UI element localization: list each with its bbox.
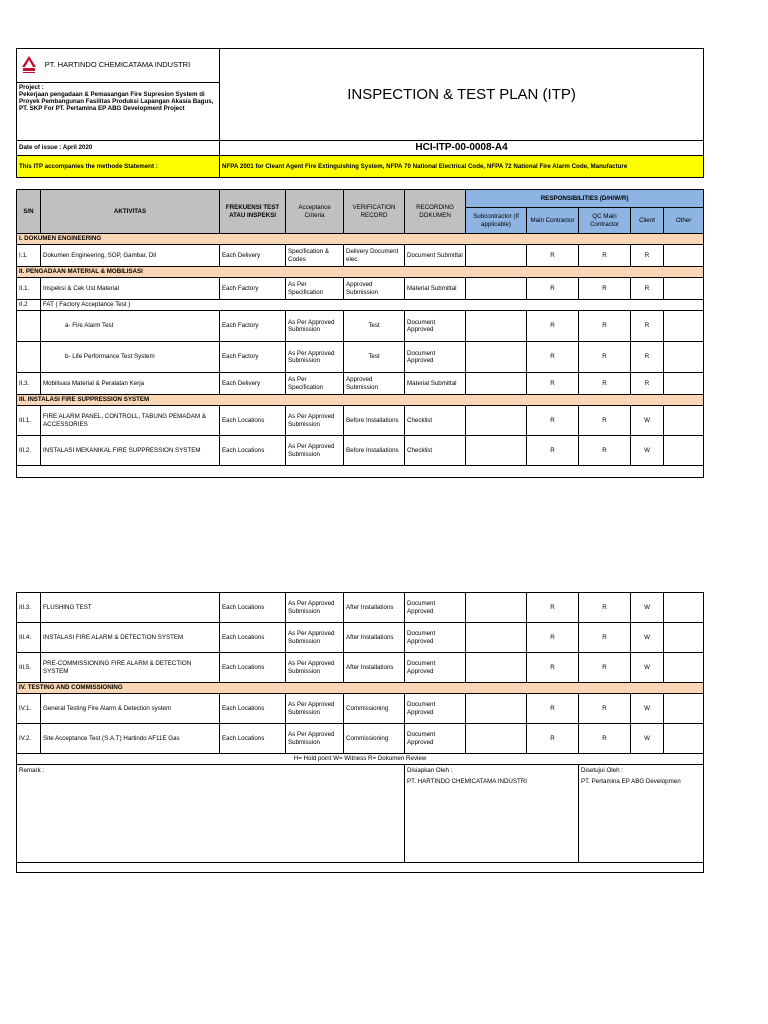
cell-verification: After Installations — [344, 593, 405, 623]
cell-verification: After Installations — [344, 653, 405, 683]
cell-other — [664, 623, 704, 653]
cell-qc: R — [579, 724, 631, 754]
cell-qc: R — [579, 373, 631, 395]
cell-activity: INSTALASI MEKANIKAL FIRE SUPPRESSION SYSTEM — [41, 436, 220, 466]
col-activity: AKTIVITAS — [41, 190, 220, 234]
cell-activity: FAT ( Factory Acceptance Test ) — [41, 300, 704, 311]
cell-qc: R — [579, 342, 631, 373]
cell-client: W — [631, 593, 664, 623]
cell-recording: Document Submittal — [405, 245, 466, 267]
cell-main-contractor: R — [527, 593, 579, 623]
cell-acceptance: As Per Approved Submission — [286, 342, 344, 373]
table-row — [17, 373, 704, 395]
cell-subcontractor — [466, 694, 527, 724]
cell-main-contractor: R — [527, 724, 579, 754]
itp-table — [16, 48, 704, 873]
cell-qc: R — [579, 311, 631, 342]
project-cell — [17, 83, 220, 141]
cell-sn: III.5. — [17, 653, 41, 683]
cell-acceptance: As Per Specification — [286, 278, 344, 300]
cell-sn: II.3. — [17, 373, 41, 395]
cell-subcontractor — [466, 436, 527, 466]
table-row — [17, 593, 704, 623]
col-acceptance: Acceptance Criteria — [286, 190, 344, 234]
cell-other — [664, 694, 704, 724]
cell-sn: III.2. — [17, 436, 41, 466]
cell-qc: R — [579, 406, 631, 436]
col-main-contractor: Main Contractor — [527, 208, 579, 234]
cell-activity: General Testing Fire Alarm & Detection system — [41, 694, 220, 724]
table-row — [17, 342, 704, 373]
approved-by: PT. Pertamina EP ABG Developmen — [579, 777, 704, 863]
cell-client: W — [631, 436, 664, 466]
table-row — [17, 311, 704, 342]
document-title: INSPECTION & TEST PLAN (ITP) — [220, 49, 704, 141]
company-logo-icon — [19, 53, 39, 77]
cell-acceptance: As Per Approved Submission — [286, 653, 344, 683]
cell-recording: Material Submittal — [405, 278, 466, 300]
method-statement-label: This ITP accompanies the methode Statement : — [17, 156, 220, 178]
page-break — [17, 478, 704, 593]
col-responsibilities: RESPONSIBILITIES (D/H/W/R) — [466, 190, 704, 208]
cell-qc: R — [579, 653, 631, 683]
table-row — [17, 694, 704, 724]
cell-client: W — [631, 724, 664, 754]
table-row — [17, 623, 704, 653]
cell-frequency: Each Factory — [220, 278, 286, 300]
cell-main-contractor: R — [527, 342, 579, 373]
cell-activity: FIRE ALARM PANEL, CONTROLL, TABUNG PEMADAM & ACCESSORIES — [41, 406, 220, 436]
cell-subcontractor — [466, 724, 527, 754]
cell-other — [664, 436, 704, 466]
cell-other — [664, 311, 704, 342]
cell-activity: Dokumen Engineering, SOP, Gambar, Dll — [41, 245, 220, 267]
cell-acceptance: As Per Approved Submission — [286, 724, 344, 754]
cell-recording: Document Approved — [405, 342, 466, 373]
cell-sn: IV.1. — [17, 694, 41, 724]
cell-verification: Delivery Document elec. — [344, 245, 405, 267]
cell-acceptance: As Per Approved Submission — [286, 406, 344, 436]
cell-qc: R — [579, 593, 631, 623]
cell-main-contractor: R — [527, 406, 579, 436]
prepared-label: Disiapkan Oleh : — [405, 765, 579, 777]
cell-qc: R — [579, 245, 631, 267]
cell-subcontractor — [466, 653, 527, 683]
cell-verification: Test — [344, 342, 405, 373]
prepared-by: PT. HARTINDO CHEMICATAMA INDUSTRI — [405, 777, 579, 863]
col-subcontractor: Subcontractor (If applicable) — [466, 208, 527, 234]
col-frequency: FREKUENSI TEST ATAU INSPEKSI — [220, 190, 286, 234]
cell-client: W — [631, 406, 664, 436]
col-sn: S/N — [17, 190, 41, 234]
cell-sn: III.4. — [17, 623, 41, 653]
cell-other — [664, 724, 704, 754]
cell-acceptance: Specification & Codes — [286, 245, 344, 267]
cell-main-contractor: R — [527, 623, 579, 653]
cell-client: R — [631, 342, 664, 373]
cell-recording: Document Approved — [405, 653, 466, 683]
cell-main-contractor: R — [527, 436, 579, 466]
cell-activity: FLUSHING TEST — [41, 593, 220, 623]
document-number: HCI-ITP-00-0008-A4 — [220, 141, 704, 156]
section-heading: IV. TESTING AND COMMISSIONING — [17, 683, 704, 694]
cell-main-contractor: R — [527, 311, 579, 342]
cell-activity: a- Fire Alarm Test — [41, 311, 220, 342]
cell-recording: Checklist — [405, 406, 466, 436]
cell-main-contractor: R — [527, 373, 579, 395]
cell-subcontractor — [466, 245, 527, 267]
cell-verification: Before Installations — [344, 436, 405, 466]
cell-other — [664, 278, 704, 300]
cell-frequency: Each Locations — [220, 694, 286, 724]
cell-recording: Checklist — [405, 436, 466, 466]
cell-frequency: Each Locations — [220, 406, 286, 436]
table-row — [17, 278, 704, 300]
table-row — [17, 406, 704, 436]
cell-frequency: Each Delivery — [220, 373, 286, 395]
cell-acceptance: As Per Approved Submission — [286, 311, 344, 342]
cell-subcontractor — [466, 373, 527, 395]
cell-client: W — [631, 694, 664, 724]
table-row — [17, 724, 704, 754]
cell-sn: II.1. — [17, 278, 41, 300]
project-text: Pekerjaan pengadaan & Pemasangan Fire Supresion System di Proyek Pembangunan Fasilitas Produksi Lapangan Akasia Bagus, PT. SKP For PT. Pertamina EP ABG Development Project — [19, 91, 214, 113]
cell-verification: Approved Submission — [344, 278, 405, 300]
cell-recording: Document Approved — [405, 623, 466, 653]
cell-frequency: Each Locations — [220, 724, 286, 754]
cell-activity: PRE-COMMISSIONING FIRE ALARM & DETECTION SYSTEM — [41, 653, 220, 683]
cell-qc: R — [579, 436, 631, 466]
cell-recording: Document Approved — [405, 593, 466, 623]
table-row — [17, 245, 704, 267]
remark-label: Remark : — [17, 765, 405, 777]
cell-other — [664, 245, 704, 267]
cell-client: R — [631, 245, 664, 267]
itp-sheet — [16, 48, 703, 873]
cell-sn: IV.2. — [17, 724, 41, 754]
cell-acceptance: As Per Approved Submission — [286, 436, 344, 466]
cell-recording: Document Approved — [405, 311, 466, 342]
cell-frequency: Each Factory — [220, 342, 286, 373]
cell-acceptance: As Per Approved Submission — [286, 623, 344, 653]
table-row — [17, 653, 704, 683]
cell-qc: R — [579, 623, 631, 653]
cell-activity: Mobilisasi Material & Peralatan Kerja — [41, 373, 220, 395]
cell-sn — [17, 311, 41, 342]
cell-client: R — [631, 311, 664, 342]
col-client: Client — [631, 208, 664, 234]
cell-subcontractor — [466, 623, 527, 653]
cell-main-contractor: R — [527, 694, 579, 724]
cell-subcontractor — [466, 311, 527, 342]
cell-frequency: Each Factory — [220, 311, 286, 342]
cell-other — [664, 406, 704, 436]
cell-recording: Material Submittal — [405, 373, 466, 395]
table-row — [17, 300, 704, 311]
cell-sn: III.1. — [17, 406, 41, 436]
cell-frequency: Each Delivery — [220, 245, 286, 267]
section-heading: II. PENGADAAN MATERIAL & MOBILISASI — [17, 267, 704, 278]
legend: H= Hold point W= Witness R= Dokumen Review — [17, 754, 704, 765]
cell-subcontractor — [466, 278, 527, 300]
blank-row — [17, 863, 704, 873]
col-recording: RECORDING DOKUMEN — [405, 190, 466, 234]
cell-other — [664, 373, 704, 395]
cell-activity: Inspeksi & Cek Ust Material — [41, 278, 220, 300]
cell-sn: I.1. — [17, 245, 41, 267]
approved-label: Disetujui Oleh : — [579, 765, 704, 777]
cell-subcontractor — [466, 593, 527, 623]
cell-acceptance: As Per Specification — [286, 373, 344, 395]
cell-main-contractor: R — [527, 245, 579, 267]
cell-verification: After Installations — [344, 623, 405, 653]
cell-sn — [17, 342, 41, 373]
cell-client: R — [631, 373, 664, 395]
company-cell — [17, 49, 220, 83]
col-verification: VERIFICATION RECORD — [344, 190, 405, 234]
cell-subcontractor — [466, 406, 527, 436]
cell-verification: Commissioning — [344, 694, 405, 724]
col-other: Other — [664, 208, 704, 234]
cell-frequency: Each Locations — [220, 623, 286, 653]
cell-qc: R — [579, 278, 631, 300]
cell-recording: Document Approved — [405, 694, 466, 724]
cell-other — [664, 653, 704, 683]
cell-client: W — [631, 623, 664, 653]
cell-frequency: Each Locations — [220, 436, 286, 466]
cell-subcontractor — [466, 342, 527, 373]
spacer — [17, 178, 704, 190]
cell-activity: INSTALASI FIRE ALARM & DETECTION SYSTEM — [41, 623, 220, 653]
cell-activity: b- Life Performance Test System — [41, 342, 220, 373]
cell-other — [664, 593, 704, 623]
cell-verification: Commissioning — [344, 724, 405, 754]
cell-verification: Test — [344, 311, 405, 342]
cell-acceptance: As Per Approved Submission — [286, 593, 344, 623]
cell-frequency: Each Locations — [220, 653, 286, 683]
cell-main-contractor: R — [527, 278, 579, 300]
date-of-issue: Date of issue : April 2020 — [17, 141, 220, 156]
col-qc-main-contractor: QC Main Contractor — [579, 208, 631, 234]
project-label: Project : — [19, 84, 44, 91]
company-name: PT. HARTINDO CHEMICATAMA INDUSTRI — [44, 60, 191, 70]
section-heading: I. DOKUMEN ENGINEERING — [17, 234, 704, 245]
cell-client: R — [631, 278, 664, 300]
cell-other — [664, 342, 704, 373]
cell-recording: Document Approved — [405, 724, 466, 754]
cell-sn: III.3. — [17, 593, 41, 623]
table-row — [17, 436, 704, 466]
cell-client: W — [631, 653, 664, 683]
cell-main-contractor: R — [527, 653, 579, 683]
cell-frequency: Each Locations — [220, 593, 286, 623]
cell-sn: II.2 — [17, 300, 41, 311]
cell-verification: Approved Submission — [344, 373, 405, 395]
method-statement-text: NFPA 2001 for Cleant Agent Fire Extinguishing System, NFPA 70 National Electrical Code, NFPA 72 National Fire Alarm Code, Manufacture — [220, 156, 704, 178]
cell-acceptance: As Per Approved Submission — [286, 694, 344, 724]
section-heading: III. INSTALASI FIRE SUPPRESSION SYSTEM — [17, 395, 704, 406]
cell-qc: R — [579, 694, 631, 724]
blank-row — [17, 466, 704, 478]
cell-verification: Before Installations — [344, 406, 405, 436]
remark-area — [17, 777, 405, 863]
cell-activity: Site Acceptance Test (S.A.T) Hartindo AF11E Gas — [41, 724, 220, 754]
